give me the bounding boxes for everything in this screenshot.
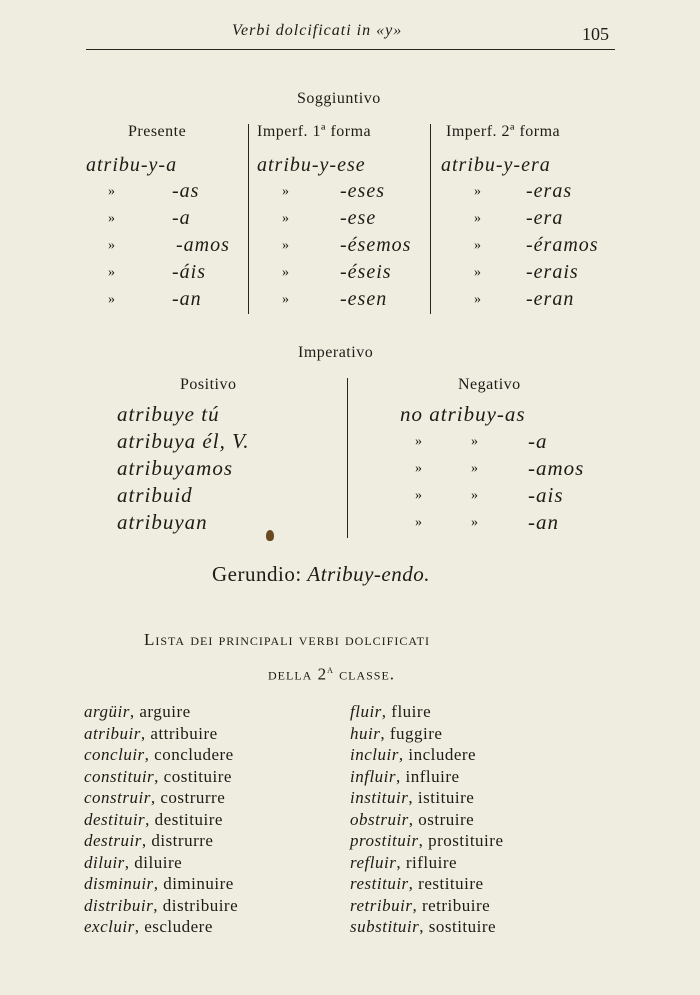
ending: -éramos — [526, 234, 599, 256]
italian-translation: prostituire — [428, 831, 504, 850]
ditto-mark: » — [282, 238, 289, 253]
spanish-verb: huir — [350, 723, 381, 743]
italian-translation: restituire — [418, 874, 484, 893]
list-subtitle-end: classe. — [339, 664, 396, 684]
ditto-mark: » — [108, 292, 115, 307]
ending: -ésemos — [340, 234, 412, 256]
italian-translation: attribuire — [150, 723, 218, 743]
italian-translation: costrurre — [160, 788, 226, 807]
comma-separator: , — [380, 723, 390, 743]
italian-translation: fuggire — [389, 723, 443, 743]
ditto-mark: » — [471, 461, 478, 476]
ending: -as — [172, 180, 200, 202]
comma-separator: , — [398, 745, 409, 764]
verb-list-item — [350, 853, 504, 875]
verb-list-left — [84, 702, 238, 939]
spanish-verb: construir — [84, 788, 151, 807]
italian-translation: destituire — [154, 809, 223, 829]
verb-list-item — [350, 724, 504, 746]
comma-separator: , — [140, 723, 151, 743]
italian-translation: diluire — [134, 852, 183, 872]
spanish-verb: constituir — [84, 766, 155, 786]
imperative-positive-row: atribuyan — [117, 510, 208, 534]
imperative-positive-row: atribuyamos — [117, 456, 233, 480]
comma-separator: , — [150, 788, 161, 807]
ending: -éseis — [340, 261, 392, 283]
verb-list-item — [350, 896, 504, 918]
verb-list-item — [350, 745, 504, 767]
spanish-verb: excluir — [84, 917, 135, 936]
stem-presente: atribu-y-a — [86, 154, 178, 176]
ditto-mark: » — [282, 211, 289, 226]
verb-list-item — [350, 810, 504, 832]
ditto-mark: » — [108, 211, 115, 226]
imperative-negative-ending: -ais — [528, 483, 564, 507]
ditto-mark: » — [108, 238, 115, 253]
comma-separator: , — [129, 702, 140, 721]
comma-separator: , — [154, 766, 164, 786]
stem-imperf-1: atribu-y-ese — [257, 154, 366, 176]
ditto-mark: » — [471, 488, 478, 503]
spanish-verb: obstruir — [350, 809, 409, 829]
list-subtitle-text: della 2 — [268, 664, 328, 684]
spanish-verb: instituir — [350, 788, 409, 807]
verb-list-right — [350, 702, 504, 939]
spanish-verb: influir — [350, 766, 397, 786]
ending: -an — [172, 288, 202, 310]
gerund-label: Gerundio: — [212, 562, 302, 586]
ditto-mark: » — [471, 515, 478, 530]
italian-translation: diminuire — [163, 874, 234, 893]
subjunctive-title: Soggiuntivo — [297, 90, 381, 107]
spanish-verb: argüir — [84, 702, 130, 721]
italian-translation: retribuire — [421, 895, 491, 915]
col-head-negativo: Negativo — [458, 376, 521, 393]
comma-separator: , — [381, 702, 392, 721]
verb-list-item — [350, 917, 504, 939]
column-divider — [347, 378, 348, 538]
col-head-positivo: Positivo — [180, 376, 237, 393]
ending: -eran — [526, 288, 575, 310]
ending: -eses — [340, 180, 385, 202]
ending: -esen — [340, 288, 388, 310]
imperative-title: Imperativo — [298, 344, 374, 361]
header-rule — [86, 49, 615, 50]
spanish-verb: substituir — [350, 917, 420, 936]
ending: -era — [526, 207, 564, 229]
italian-translation: istituire — [417, 788, 475, 807]
verb-list-item — [84, 853, 238, 875]
comma-separator: , — [145, 809, 155, 829]
comma-separator: , — [153, 895, 163, 915]
verb-list-item — [84, 745, 238, 767]
verb-list-item — [350, 788, 504, 810]
spanish-verb: concluir — [84, 745, 145, 764]
italian-translation: concludere — [154, 745, 234, 764]
ending: -ese — [340, 207, 377, 229]
verb-list-item — [350, 702, 504, 724]
spanish-verb: distribuir — [84, 895, 154, 915]
comma-separator: , — [134, 917, 145, 936]
spanish-verb: restituir — [350, 874, 409, 893]
spanish-verb: atribuir — [84, 723, 141, 743]
spanish-verb: prostituir — [350, 831, 419, 850]
verb-list-item — [84, 874, 238, 896]
ink-blot — [266, 530, 274, 541]
imperative-positive-row: atribuye tú — [117, 402, 220, 426]
ditto-mark: » — [415, 488, 422, 503]
ditto-mark: » — [282, 292, 289, 307]
running-header: Verbi dolcificati in «y» — [232, 22, 403, 39]
ending: -amos — [176, 234, 230, 256]
comma-separator: , — [412, 895, 422, 915]
comma-separator: , — [408, 788, 418, 807]
italian-translation: influire — [405, 766, 460, 786]
italian-translation: rifluire — [405, 852, 458, 872]
ditto-mark: » — [474, 211, 481, 226]
ending: -eras — [526, 180, 573, 202]
ditto-mark: » — [415, 461, 422, 476]
col-head-presente: Presente — [128, 123, 187, 140]
imperative-negative-ending: -an — [528, 510, 559, 534]
spanish-verb: retribuir — [350, 895, 413, 915]
imperative-negative-ending: -a — [528, 429, 548, 453]
italian-translation: fluire — [391, 702, 432, 721]
ditto-mark: » — [474, 184, 481, 199]
italian-translation: includere — [408, 745, 477, 764]
stem-imperf-2: atribu-y-era — [441, 154, 551, 176]
verb-list-item — [84, 917, 238, 939]
ditto-mark: » — [474, 238, 481, 253]
spanish-verb: incluir — [350, 745, 399, 764]
verb-list-item — [350, 874, 504, 896]
comma-separator: , — [418, 831, 429, 850]
ditto-mark: » — [282, 184, 289, 199]
spanish-verb: refluir — [350, 852, 397, 872]
italian-translation: costituire — [163, 766, 232, 786]
ditto-mark: » — [474, 292, 481, 307]
verb-list-item — [84, 831, 238, 853]
comma-separator: , — [144, 745, 155, 764]
spanish-verb: destituir — [84, 809, 146, 829]
col-head-imperf-1: Imperf. 1ª forma — [257, 123, 372, 140]
verb-list-item — [84, 810, 238, 832]
gerund-line — [212, 562, 430, 587]
imperative-positive-row: atribuya él, V. — [117, 429, 250, 453]
page-number: 105 — [582, 24, 609, 44]
imperative-negative-ending: -amos — [528, 456, 585, 480]
italian-translation: arguire — [139, 702, 191, 721]
italian-translation: escludere — [144, 917, 213, 936]
ending: -áis — [172, 261, 206, 283]
list-title: Lista dei principali verbi dolcificati — [144, 630, 430, 649]
col-head-imperf-2: Imperf. 2ª forma — [446, 123, 561, 140]
spanish-verb: disminuir — [84, 874, 154, 893]
ditto-mark: » — [108, 184, 115, 199]
verb-list-item — [84, 767, 238, 789]
comma-separator: , — [396, 852, 406, 872]
ditto-mark: » — [471, 434, 478, 449]
verb-list-item — [84, 702, 238, 724]
verb-list-item — [84, 896, 238, 918]
gerund-value: Atribuy-endo. — [307, 562, 430, 586]
ending: -erais — [526, 261, 579, 283]
list-subtitle-sup: a — [327, 664, 334, 676]
spanish-verb: fluir — [350, 702, 382, 721]
comma-separator: , — [141, 831, 152, 850]
italian-translation: distribuire — [162, 895, 239, 915]
comma-separator: , — [408, 874, 419, 893]
ditto-mark: » — [415, 434, 422, 449]
imperative-positive-row: atribuid — [117, 483, 193, 507]
ditto-mark: » — [474, 265, 481, 280]
spanish-verb: destruir — [84, 831, 142, 850]
ditto-mark: » — [415, 515, 422, 530]
comma-separator: , — [408, 809, 419, 829]
verb-list-item — [350, 767, 504, 789]
comma-separator: , — [419, 917, 429, 936]
ditto-mark: » — [108, 265, 115, 280]
verb-list-item — [350, 831, 504, 853]
comma-separator: , — [153, 874, 164, 893]
comma-separator: , — [124, 852, 135, 872]
column-divider — [430, 124, 431, 314]
ditto-mark: » — [282, 265, 289, 280]
italian-translation: distrurre — [151, 831, 214, 850]
italian-translation: ostruire — [418, 809, 475, 829]
italian-translation: sostituire — [428, 917, 497, 936]
imperative-negative-first: no atribuy-as — [400, 402, 526, 426]
column-divider — [248, 124, 249, 314]
comma-separator: , — [396, 766, 406, 786]
spanish-verb: diluir — [84, 852, 125, 872]
verb-list-item — [84, 788, 238, 810]
list-subtitle — [268, 664, 395, 685]
verb-list-item — [84, 724, 238, 746]
ending: -a — [172, 207, 191, 229]
